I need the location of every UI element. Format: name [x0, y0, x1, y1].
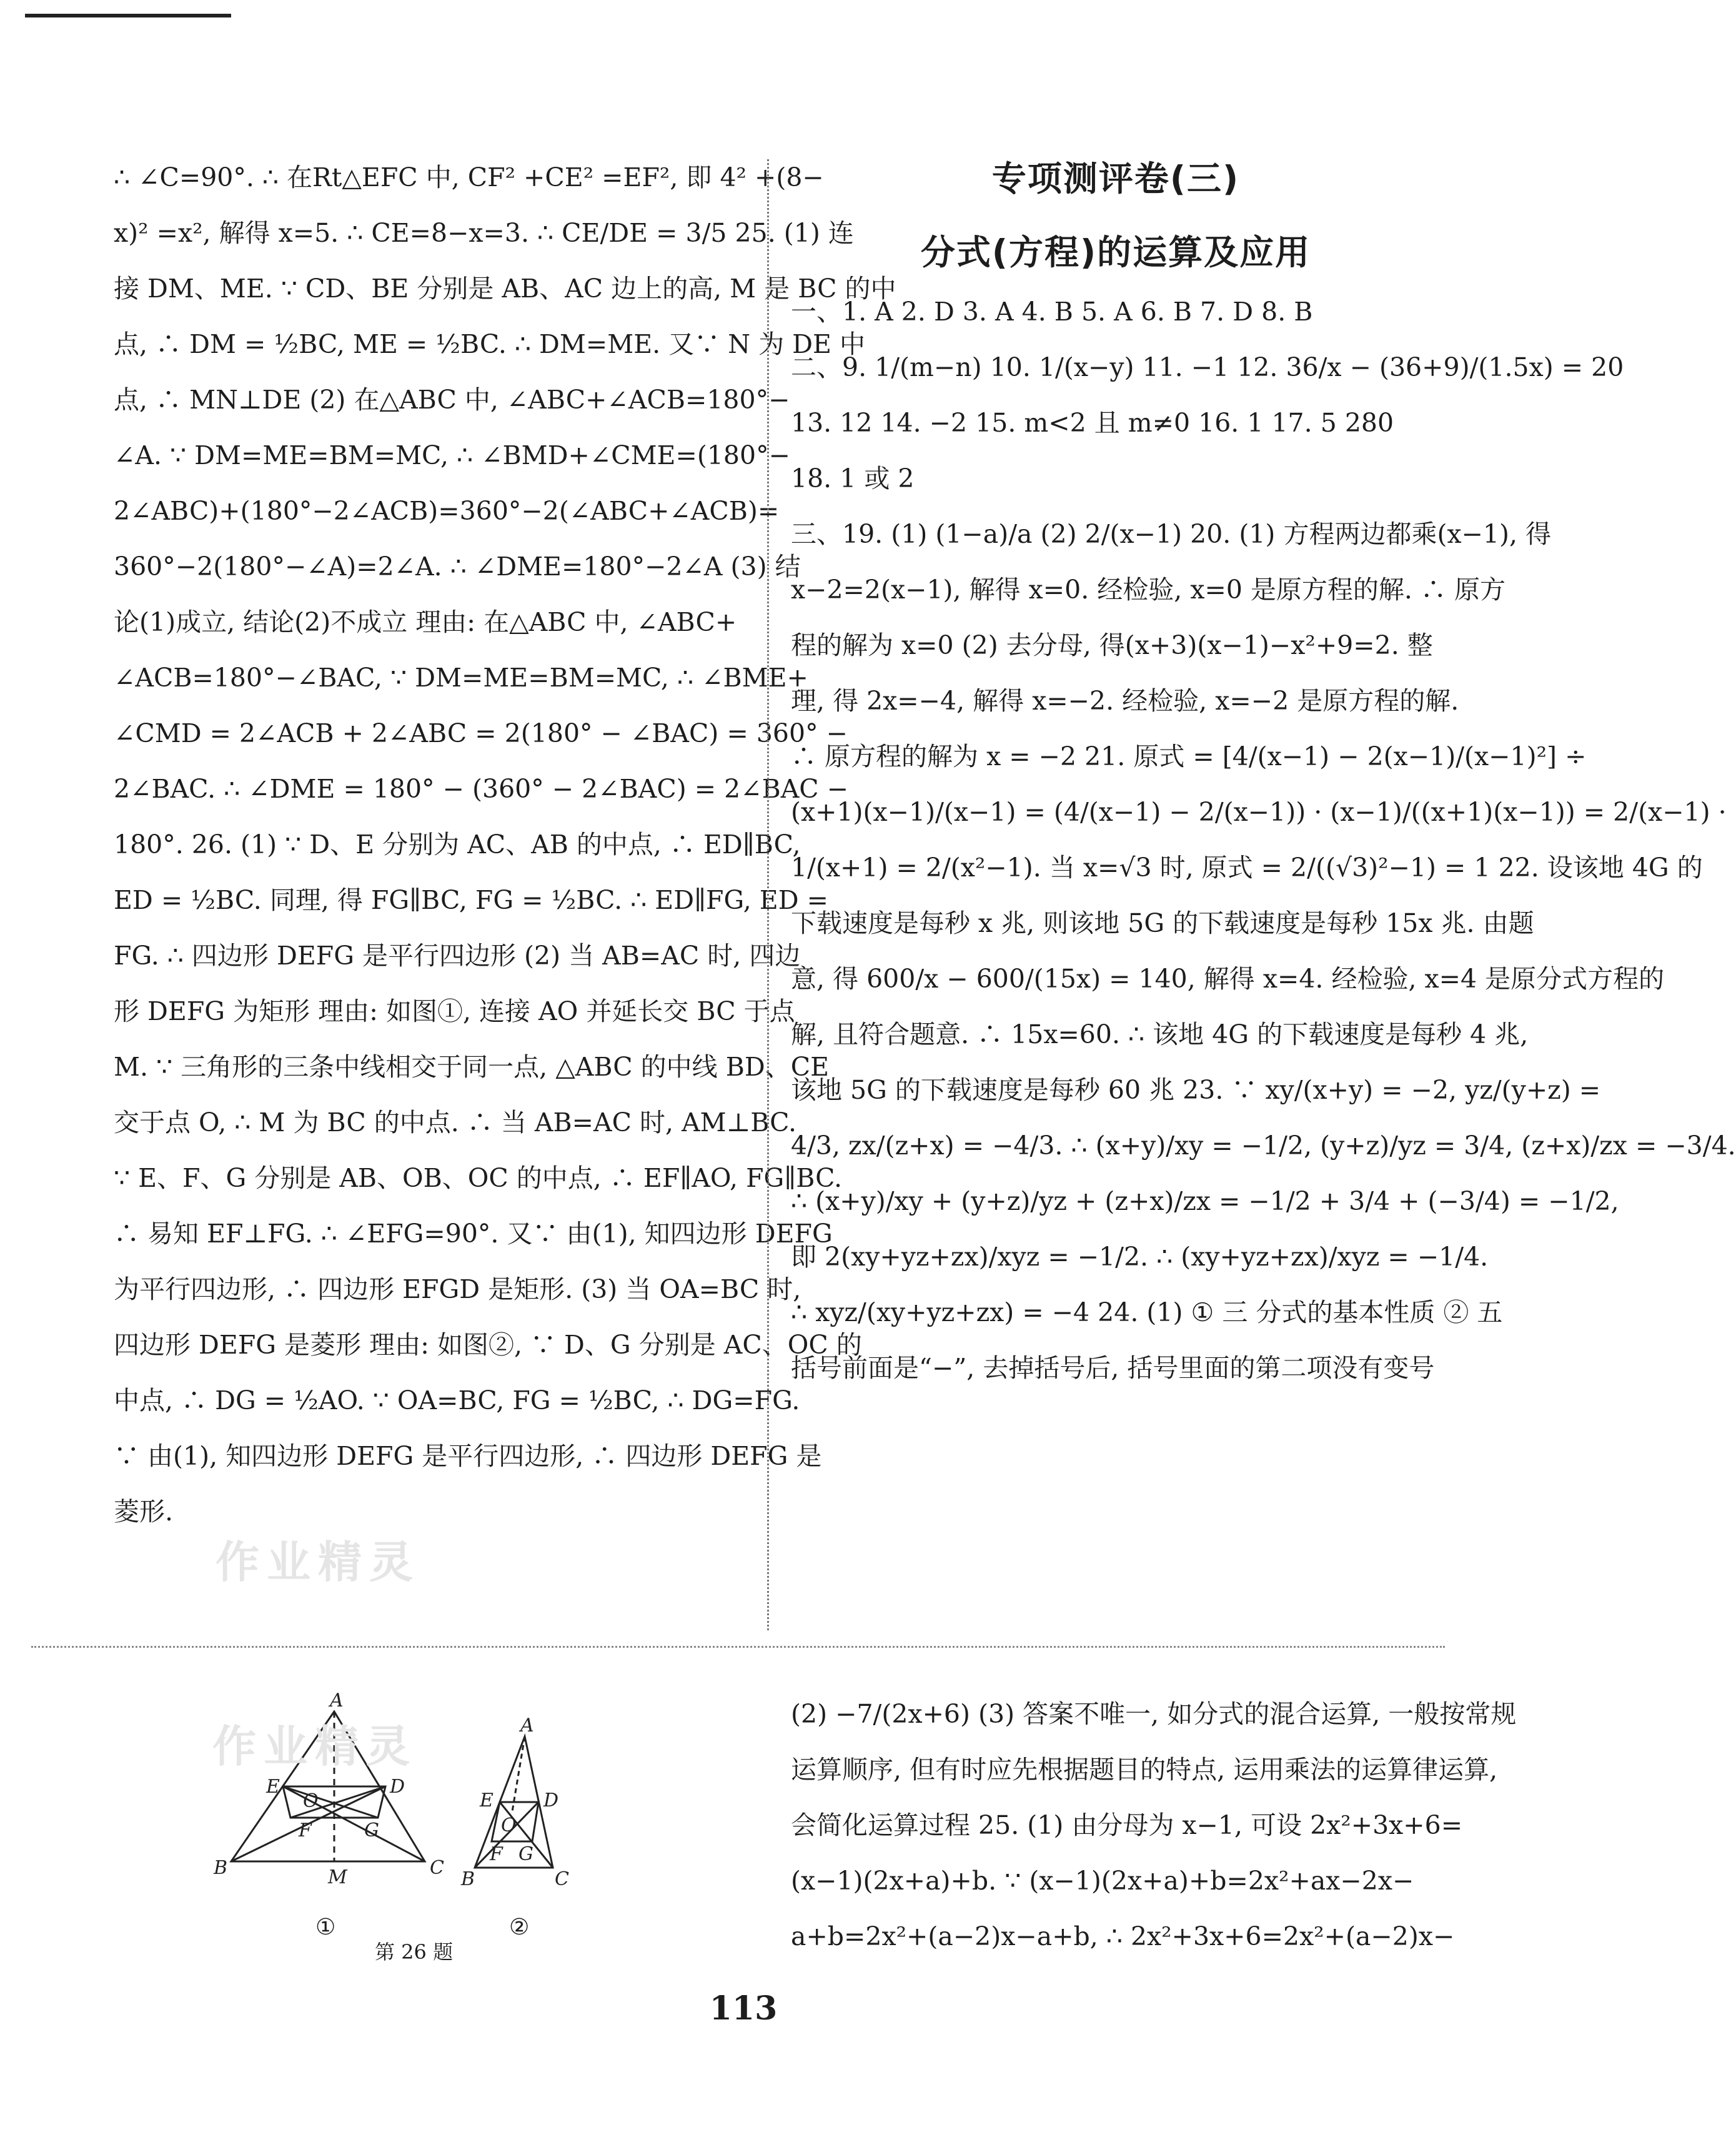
text-line: 二、9. 1/(m−n) 10. 1/(x−y) 11. −1 12. 36/x − (36+9)/(1.5x) = 20 [791, 352, 1624, 382]
right-column [791, 284, 1736, 1396]
fig2-line-ao [512, 1736, 525, 1811]
text-line: 13. 12 14. −2 15. m<2 且 m≠0 16. 1 17. 5 280 [791, 408, 1394, 438]
text-line: 意, 得 600/x − 600/(15x) = 140, 解得 x=4. 经检验, x=4 是原分式方程的 [791, 964, 1665, 994]
text-line: 程的解为 x=0 (2) 去分母, 得(x+3)(x−1)−x²+9=2. 整 [791, 630, 1433, 660]
text-line: 运算顺序, 但有时应先根据题目的特点, 运用乘法的运算律运算, [791, 1755, 1498, 1785]
text-line: 为平行四边形, ∴ 四边形 EFGD 是矩形. (3) 当 OA=BC 时, [114, 1274, 801, 1304]
text-line: 1/(x+1) = 2/(x²−1). 当 x=√3 时, 原式 = 2/((√3)²−1) = 1 22. 设该地 4G 的 [791, 853, 1703, 883]
text-line: M. ∵ 三角形的三条中线相交于同一点, △ABC 的中线 BD、CE [114, 1052, 829, 1082]
text-line: 括号前面是“−”, 去掉括号后, 括号里面的第二项没有变号 [791, 1353, 1435, 1383]
fig2-label-A: A [520, 1715, 534, 1736]
column-divider [767, 159, 769, 1630]
text-line: 下载速度是每秒 x 兆, 则该地 5G 的下载速度是每秒 15x 兆. 由题 [791, 908, 1534, 938]
text-line: 2∠BAC. ∴ ∠DME = 180° − (360° − 2∠BAC) = 2∠BAC − [114, 774, 849, 804]
text-line: 即 2(xy+yz+zx)/xyz = −1/2. ∴ (xy+yz+zx)/xyz = −1/4. [791, 1242, 1489, 1272]
figure-caption: 第 26 题 [375, 1940, 454, 1964]
text-line: 论(1)成立, 结论(2)不成立 理由: 在△ABC 中, ∠ABC+ [114, 607, 737, 637]
text-line: 会简化运算过程 25. (1) 由分母为 x−1, 可设 2x²+3x+6= [791, 1810, 1463, 1840]
page-number: 113 [709, 1989, 778, 2028]
text-line: ∴ 易知 EF⊥FG. ∴ ∠EFG=90°. 又∵ 由(1), 知四边形 DEFG [114, 1219, 833, 1249]
text-line: 菱形. [114, 1497, 174, 1527]
fig1-label-M: M [328, 1866, 347, 1888]
text-line: 接 DM、ME. ∵ CD、BE 分别是 AB、AC 边上的高, M 是 BC 的中 [114, 274, 896, 304]
section-title: 专项测评卷(三) [991, 159, 1240, 199]
text-line: ∴ xyz/(xy+yz+zx) = −4 24. (1) ① 三 分式的基本性质 ② 五 [791, 1297, 1503, 1327]
fig1-label-C: C [430, 1857, 444, 1879]
text-line: x)² =x², 解得 x=5. ∴ CE=8−x=3. ∴ CE/DE = 3/5 25. (1) 连 [114, 218, 854, 248]
figure-2-label: ② [509, 1915, 530, 1940]
text-line: ∴ (x+y)/xy + (y+z)/yz + (z+x)/zx = −1/2 + 3/4 + (−3/4) = −1/2, [791, 1186, 1619, 1216]
text-line: ∠ACB=180°−∠BAC, ∵ DM=ME=BM=MC, ∴ ∠BME+ [114, 663, 808, 693]
right-column-continued [791, 1687, 1517, 1964]
text-line: 2∠ABC)+(180°−2∠ACB)=360°−2(∠ABC+∠ACB)= [114, 496, 780, 526]
text-line: 18. 1 或 2 [791, 463, 915, 493]
text-line: x−2=2(x−1), 解得 x=0. 经检验, x=0 是原方程的解. ∴ 原方 [791, 575, 1506, 605]
text-line: 四边形 DEFG 是菱形 理由: 如图②, ∵ D、G 分别是 AC、OC 的 [114, 1330, 862, 1360]
fig2-label-B: B [461, 1868, 475, 1890]
text-line: (x+1)(x−1)/(x−1) = (4/(x−1) − 2/(x−1)) · (x−1)/((x+1)(x−1)) = 2/(x−1) · [791, 797, 1727, 827]
text-line: 4/3, zx/(z+x) = −4/3. ∴ (x+y)/xy = −1/2, (y+z)/yz = 3/4, (z+x)/zx = −3/4. [791, 1131, 1736, 1161]
fig2-label-G: G [518, 1843, 533, 1865]
text-line: ∵ E、F、G 分别是 AB、OB、OC 的中点, ∴ EF∥AO, FG∥BC. [114, 1163, 843, 1193]
figure-26 [212, 1687, 587, 1964]
fig1-label-B: B [214, 1857, 228, 1879]
text-line: ED = ½BC. 同理, 得 FG∥BC, FG = ½BC. ∴ ED∥FG, ED = [114, 885, 828, 915]
fig2-label-E: E [480, 1790, 494, 1811]
text-line: ∴ ∠C=90°. ∴ 在Rt△EFC 中, CF² +CE² =EF², 即 4² +(8− [114, 162, 824, 192]
text-line: ∴ 原方程的解为 x = −2 21. 原式 = [4/(x−1) − 2(x−1)/(x−1)²] ÷ [791, 741, 1587, 771]
fig2-label-D: D [543, 1790, 559, 1811]
text-line: (x−1)(2x+a)+b. ∵ (x−1)(2x+a)+b=2x²+ax−2x− [791, 1866, 1414, 1896]
text-line: 交于点 O, ∴ M 为 BC 的中点. ∴ 当 AB=AC 时, AM⊥BC. [114, 1107, 797, 1137]
fig1-label-F: F [299, 1820, 312, 1841]
fig2-label-C: C [555, 1868, 569, 1890]
top-rule [25, 14, 231, 17]
fig1-label-D: D [390, 1776, 405, 1798]
watermark-text: 作业精灵 [216, 1536, 420, 1588]
text-line: ∠A. ∵ DM=ME=BM=MC, ∴ ∠BMD+∠CME=(180°− [114, 440, 790, 470]
text-line: ∵ 由(1), 知四边形 DEFG 是平行四边形, ∴ 四边形 DEFG 是 [114, 1441, 822, 1471]
text-line: 360°−2(180°−∠A)=2∠A. ∴ ∠DME=180°−2∠A (3) 结 [114, 552, 801, 582]
fig1-label-G: G [364, 1820, 379, 1841]
text-line: 解, 且符合题意. ∴ 15x=60. ∴ 该地 4G 的下载速度是每秒 4 兆, [791, 1019, 1529, 1049]
text-line: a+b=2x²+(a−2)x−a+b, ∴ 2x²+3x+6=2x²+(a−2)x− [791, 1921, 1455, 1951]
fig2-label-O: O [501, 1815, 517, 1836]
text-line: 形 DEFG 为矩形 理由: 如图①, 连接 AO 并延长交 BC 于点 [114, 996, 795, 1026]
section-subtitle: 分式(方程)的运算及应用 [920, 232, 1311, 272]
text-line: 理, 得 2x=−4, 解得 x=−2. 经检验, x=−2 是原方程的解. [791, 686, 1459, 716]
text-line: 一、1. A 2. D 3. A 4. B 5. A 6. B 7. D 8. B [791, 297, 1313, 327]
text-line: (2) −7/(2x+6) (3) 答案不唯一, 如分式的混合运算, 一般按常规 [791, 1699, 1517, 1729]
fig2-label-F: F [490, 1843, 503, 1865]
fig1-label-A: A [330, 1690, 344, 1711]
text-line: 该地 5G 的下载速度是每秒 60 兆 23. ∵ xy/(x+y) = −2, yz/(y+z) = [791, 1075, 1601, 1105]
text-line: ∠CMD = 2∠ACB + 2∠ABC = 2(180° − ∠BAC) = 360° − [114, 718, 848, 748]
horizontal-divider [31, 1646, 1445, 1648]
fig1-label-O: O [303, 1790, 319, 1812]
figure-1-label: ① [315, 1915, 336, 1940]
fig1-label-E: E [266, 1776, 280, 1798]
text-line: 点, ∴ DM = ½BC, ME = ½BC. ∴ DM=ME. 又∵ N 为 DE 中 [114, 329, 866, 359]
watermark-text-figure: 作业精灵 [212, 1720, 417, 1772]
text-line: 中点, ∴ DG = ½AO. ∵ OA=BC, FG = ½BC, ∴ DG=FG. [114, 1385, 800, 1415]
text-line: 三、19. (1) (1−a)/a (2) 2/(x−1) 20. (1) 方程两边都乘(x−1), 得 [791, 519, 1552, 549]
text-line: 点, ∴ MN⊥DE (2) 在△ABC 中, ∠ABC+∠ACB=180°− [114, 385, 790, 415]
text-line: 180°. 26. (1) ∵ D、E 分别为 AC、AB 的中点, ∴ ED∥BC, [114, 830, 801, 859]
text-line: FG. ∴ 四边形 DEFG 是平行四边形 (2) 当 AB=AC 时, 四边 [114, 941, 801, 971]
